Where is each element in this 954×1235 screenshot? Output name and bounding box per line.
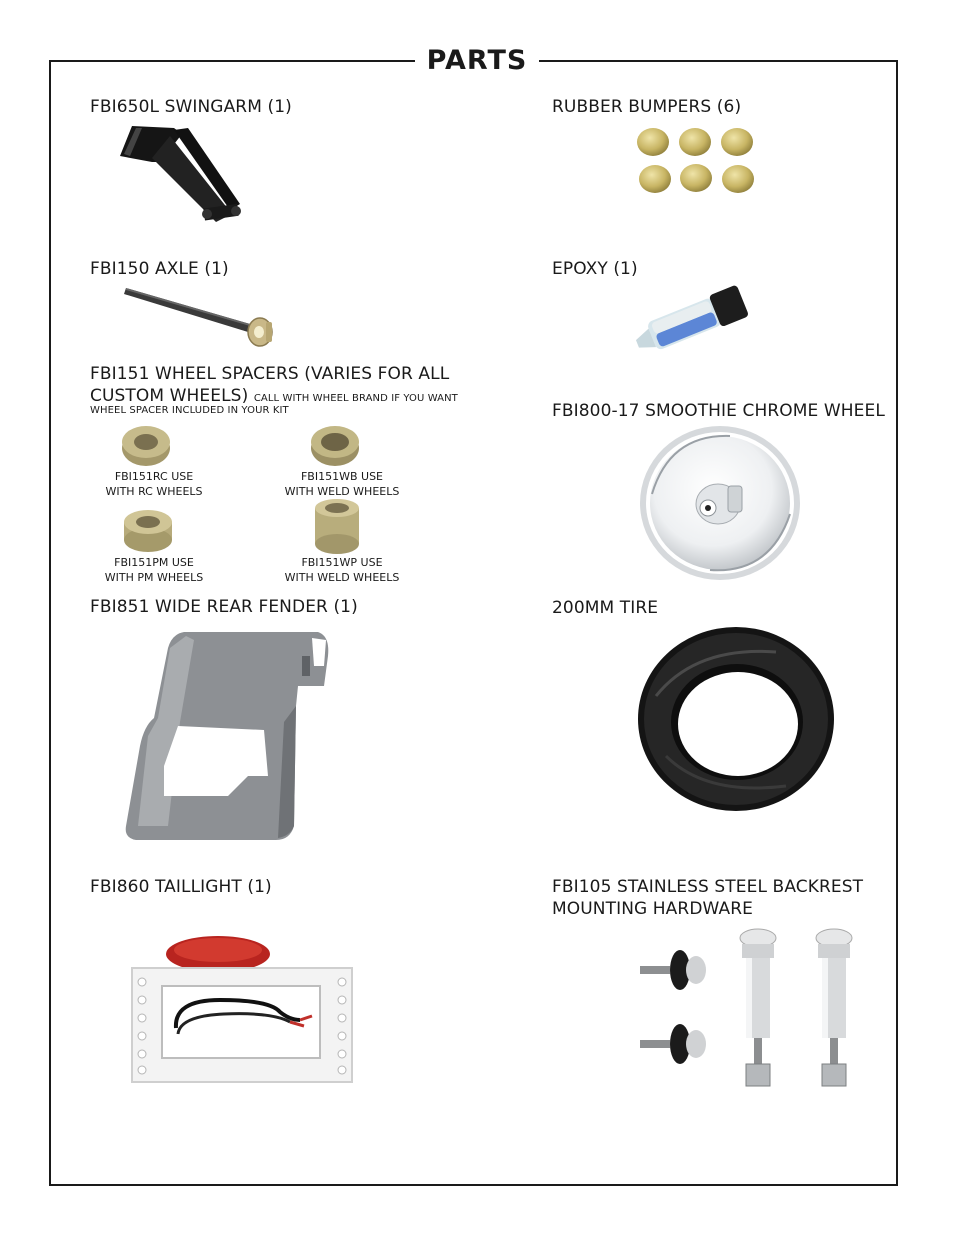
spacer-pm-image (121, 508, 175, 554)
spacer-wp-line2: WITH WELD WHEELS (284, 571, 400, 584)
spacer-rc-line1: FBI151RC USE (114, 470, 194, 483)
spacer-pm-line2: WITH PM WHEELS (104, 571, 204, 584)
tire-label: 200MM TIRE (552, 598, 659, 618)
spacer-wb-line1: FBI151WB USE (300, 470, 384, 483)
page-title: PARTS (426, 45, 528, 76)
spacer-wp-image (312, 498, 362, 556)
spacers-heading-line1: FBI151 WHEEL SPACERS (VARIES FOR ALL (90, 364, 450, 384)
tire-image (636, 626, 836, 812)
hardware-label-line1: FBI105 STAINLESS STEEL BACKREST (552, 877, 864, 897)
fender-label: FBI851 WIDE REAR FENDER (1) (90, 597, 358, 617)
swingarm-label: FBI650L SWINGARM (1) (90, 97, 292, 117)
spacer-rc-line2: WITH RC WHEELS (105, 485, 203, 498)
spacer-pm-caption (84, 555, 224, 585)
hardware-label-line2: MOUNTING HARDWARE (552, 899, 753, 919)
spacers-note-inline: CALL WITH WHEEL BRAND IF YOU WANT (253, 393, 458, 404)
axle-label: FBI150 AXLE (1) (90, 259, 229, 279)
epoxy-image (632, 282, 756, 366)
hardware-image (636, 928, 866, 1092)
taillight-label: FBI860 TAILLIGHT (1) (90, 877, 272, 897)
spacer-wp-line1: FBI151WP USE (301, 556, 383, 569)
wheel-label: FBI800-17 SMOOTHIE CHROME WHEEL (552, 401, 885, 421)
spacer-wb-line2: WITH WELD WHEELS (284, 485, 400, 498)
axle-image (122, 280, 282, 360)
wheel-image (640, 424, 804, 582)
bumpers-image (634, 124, 760, 198)
fender-image (118, 626, 338, 846)
spacer-wb-image (308, 424, 362, 468)
title-box (415, 44, 539, 78)
swingarm-image (112, 118, 272, 238)
taillight-image (120, 930, 360, 1088)
spacer-wp-caption (272, 555, 412, 585)
spacer-rc-caption (84, 469, 224, 499)
spacer-rc-image (119, 424, 173, 468)
bumpers-label: RUBBER BUMPERS (6) (552, 97, 742, 117)
epoxy-label: EPOXY (1) (552, 259, 638, 279)
spacer-pm-line1: FBI151PM USE (114, 556, 194, 569)
spacer-wb-caption (272, 469, 412, 499)
spacers-note-line2: WHEEL SPACER INCLUDED IN YOUR KIT (90, 405, 289, 416)
spacers-heading-text: CUSTOM WHEELS) (90, 386, 249, 406)
